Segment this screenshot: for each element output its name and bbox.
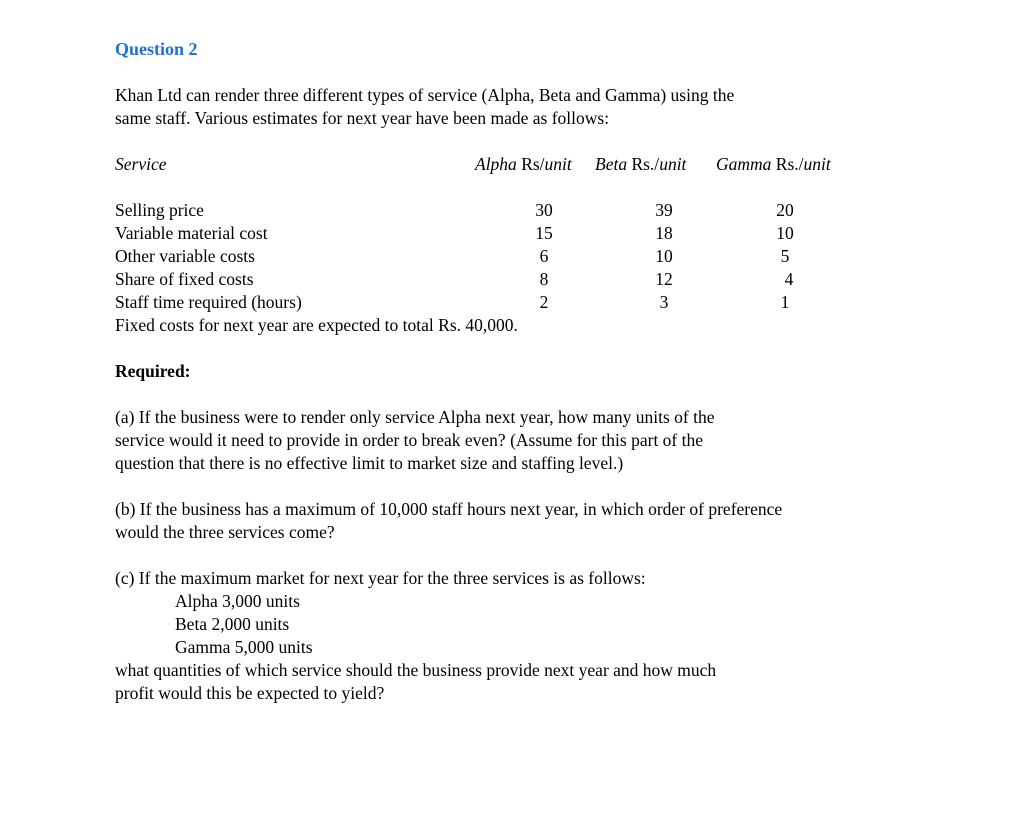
market-item: Gamma 5,000 units [175, 637, 313, 657]
part-b [115, 498, 782, 544]
row-label: Other variable costs [115, 246, 255, 266]
alpha-value: 30 [535, 200, 553, 220]
intro-line: same staff. Various estimates for next year have been made as follows: [115, 108, 610, 128]
part-a-line: (a) If the business were to render only service Alpha next year, how many units of the [115, 407, 715, 427]
gamma-value: 5 [780, 246, 790, 266]
part-a [115, 406, 714, 475]
part-a-line: service would it need to provide in order to break even? (Assume for this part of the [115, 430, 704, 450]
part-b-line: (b) If the business has a maximum of 10,000 staff hours next year, in which order of preference [115, 499, 783, 519]
part-b-line: would the three services come? [115, 522, 335, 542]
market-item: Alpha 3,000 units [175, 591, 300, 611]
gamma-value: 1 [780, 292, 790, 312]
beta-value: 10 [655, 246, 673, 266]
row-label: Selling price [115, 200, 204, 220]
beta-column-header: Beta Rs./unit [595, 154, 687, 174]
service-column-header: Service [115, 154, 167, 174]
beta-value: 18 [655, 223, 673, 243]
market-item: Beta 2,000 units [175, 614, 290, 634]
beta-value: 3 [659, 292, 669, 312]
intro-line: Khan Ltd can render three different types of service (Alpha, Beta and Gamma) using the [115, 85, 735, 105]
gamma-value: 10 [776, 223, 794, 243]
beta-value: 12 [655, 269, 673, 289]
gamma-value: 20 [776, 200, 794, 220]
fixed-costs-note: Fixed costs for next year are expected to total Rs. 40,000. [115, 315, 518, 335]
required-heading: Required: [115, 361, 191, 381]
part-c-line: what quantities of which service should the business provide next year and how much [115, 660, 717, 680]
beta-value: 39 [655, 200, 673, 220]
gamma-column-header: Gamma Rs./unit [716, 154, 831, 174]
intro-paragraph [115, 84, 734, 130]
alpha-value: 6 [539, 246, 549, 266]
part-c-line: profit would this be expected to yield? [115, 683, 385, 703]
part-a-line: question that there is no effective limit to market size and staffing level.) [115, 453, 624, 473]
alpha-value: 15 [535, 223, 553, 243]
part-c [115, 567, 716, 705]
alpha-value: 2 [539, 292, 549, 312]
alpha-value: 8 [539, 269, 549, 289]
question-title: Question 2 [115, 39, 198, 59]
gamma-value: 4 [784, 269, 794, 289]
part-c-intro: (c) If the maximum market for next year for the three services is as follows: [115, 568, 646, 588]
row-label: Staff time required (hours) [115, 292, 302, 312]
row-label: Share of fixed costs [115, 269, 254, 289]
alpha-column-header: Alpha Rs/unit [475, 154, 572, 174]
row-label: Variable material cost [115, 223, 268, 243]
